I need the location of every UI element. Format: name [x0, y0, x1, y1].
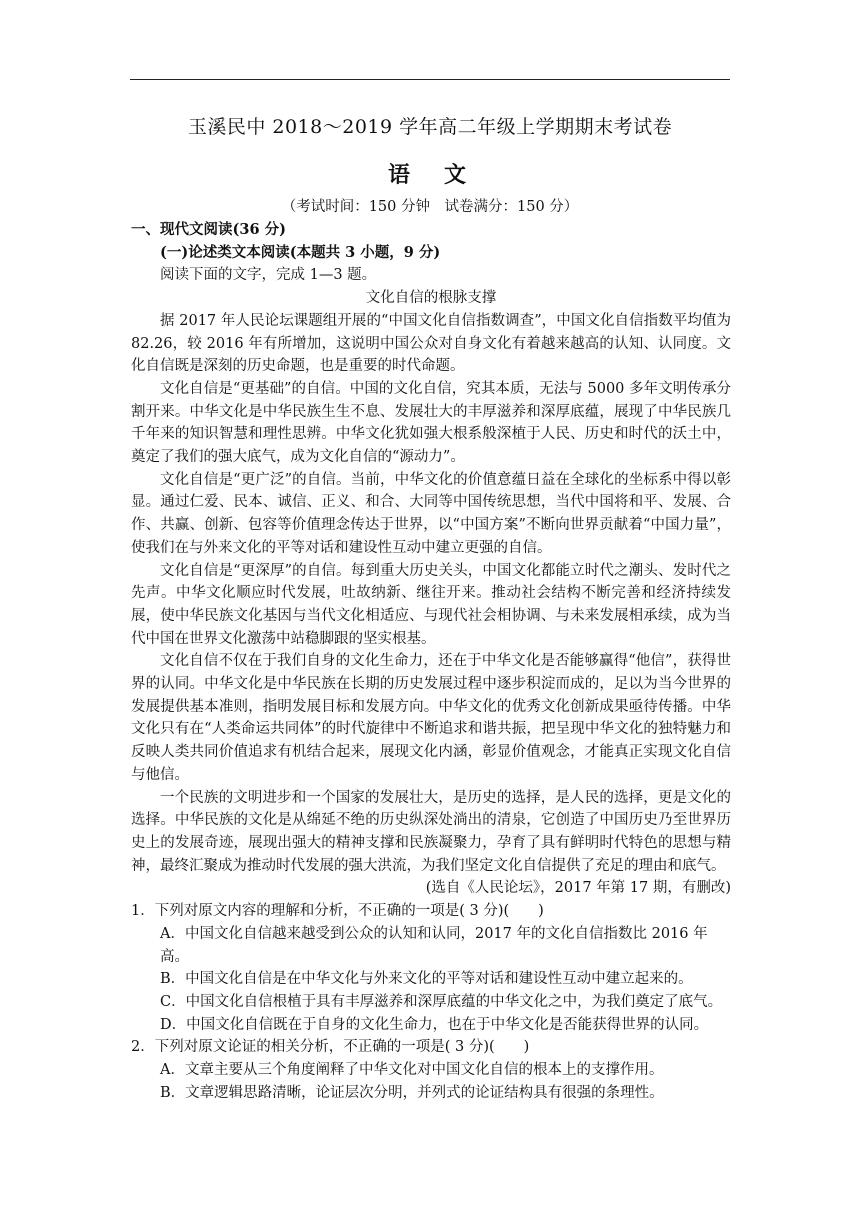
article-paragraph: 据 2017 年人民论坛课题组开展的“中国文化自信指数调查”，中国文化自信指数平均值为 82.26，较 2016 年有所增加，这说明中国公众对自身文化有着越来越高的认知、认同度。文化自信既是深刻的历史命题，也是重要的时代命题。	[131, 312, 731, 375]
question-stem: 2．下列对原文论证的相关分析，不正确的一项是( 3 分)( )	[131, 1039, 530, 1056]
article-paragraph: 一个民族的文明进步和一个国家的发展壮大，是历史的选择，是人民的选择，更是文化的选择。中华民族的文化是从绵延不绝的历史纵深处淌出的清泉，它创造了中国历史乃至世界历史上的发展奇迹，展现出强大的精神支撑和民族凝聚力，孕育了具有鲜明时代特色的思想与精神，最终汇聚成为推动时代发展的强大洪流，为我们坚定文化自信提供了充足的理由和底气。	[131, 789, 731, 874]
question-option: B．中国文化自信是在中华文化与外来文化的平等对话和建设性互动中建立起来的。	[160, 971, 693, 988]
article-paragraph: 文化自信是“更广泛”的自信。当前，中华文化的价值意蕴日益在全球化的坐标系中得以彰显。通过仁爱、民本、诚信、正义、和合、大同等中国传统思想，当代中国将和平、发展、合作、共赢、创新、包容等价值理念传达于世界，以“中国方案”不断向世界贡献着“中国力量”，使我们在与外来文化的平等对话和建设性互动中建立更强的自信。	[131, 471, 731, 556]
article-paragraph: 文化自信是“更基础”的自信。中国的文化自信，究其本质，无法与 5000 多年文明传承分割开来。中华文化是中华民族生生不息、发展壮大的丰厚滋养和深厚底蕴，展现了中华民族几千年来的知识智慧和理性思辨。中华文化犹如强大根系般深植于人民、历史和时代的沃土中，奠定了我们的强大底气，成为文化自信的“源动力”。	[131, 380, 731, 466]
subsection-title: (一)论述类文本阅读(本题共 3 小题，9 分)	[160, 243, 441, 261]
question-stem: 1．下列对原文内容的理解和分析，不正确的一项是( 3 分)( )	[131, 903, 544, 920]
section-title: 一、现代文阅读(36 分)	[131, 221, 286, 238]
article-paragraph: 文化自信不仅在于我们自身的文化生命力，还在于中华文化是否能够赢得“他信”，获得世界的认同。中华文化是中华民族在长期的历史发展过程中逐步积淀而成的，足以为当今世界的发展提供基本准则，指明发展目标和发展方向。中华文化的优秀文化创新成果亟待传播。中华文化只有在“人类命运共同体”的时代旋律中不断追求和谐共振，把呈现中华文化的独特魅力和反映人类共同价值追求有机结合起来，展现文化内涵，彰显价值观念，才能真正实现文化自信与他信。	[131, 653, 731, 783]
article-source: (选自《人民论坛》，2017 年第 17 期，有删改)	[425, 880, 731, 897]
subject-title: 语 文	[387, 162, 472, 188]
question-option: A．文章主要从三个角度阐释了中华文化对中国文化自信的根本上的支撑作用。	[160, 1062, 664, 1079]
question-option: C．中国文化自信根植于具有丰厚滋养和深厚底蕴的中华文化之中，为我们奠定了底气。	[160, 993, 723, 1010]
article-paragraph: 文化自信是“更深厚”的自信。每到重大历史关头，中国文化都能立时代之潮头、发时代之先声。中华文化顺应时代发展，吐故纳新、继往开来。推动社会结构不断完善和经济持续发展，使中华民族文化基因与当代文化相适应、与现代社会相协调、与未来发展相承续，成为当代中国在世界文化激荡中站稳脚跟的坚实根基。	[131, 562, 731, 647]
question-option: B．文章逻辑思路清晰，论证层次分明，并列式的论证结构具有很强的条理性。	[160, 1084, 664, 1101]
header-rule	[130, 79, 730, 80]
exam-content	[131, 219, 731, 1104]
reading-instruction: 阅读下面的文字，完成 1—3 题。	[160, 267, 377, 284]
article-title: 文化自信的根脉支撑	[365, 290, 497, 307]
exam-info: （考试时间：150 分钟 试卷满分：150 分）	[281, 199, 579, 215]
exam-title: 玉溪民中 2018～2019 学年高二年级上学期期末考试卷	[187, 116, 673, 138]
question-option: A．中国文化自信越来越受到公众的认知和认同，2017 年的文化自信指数比 2016 年高。	[160, 925, 708, 965]
question-option: D．中国文化自信既在于自身的文化生命力，也在于中华文化是否能获得世界的认同。	[160, 1016, 709, 1033]
